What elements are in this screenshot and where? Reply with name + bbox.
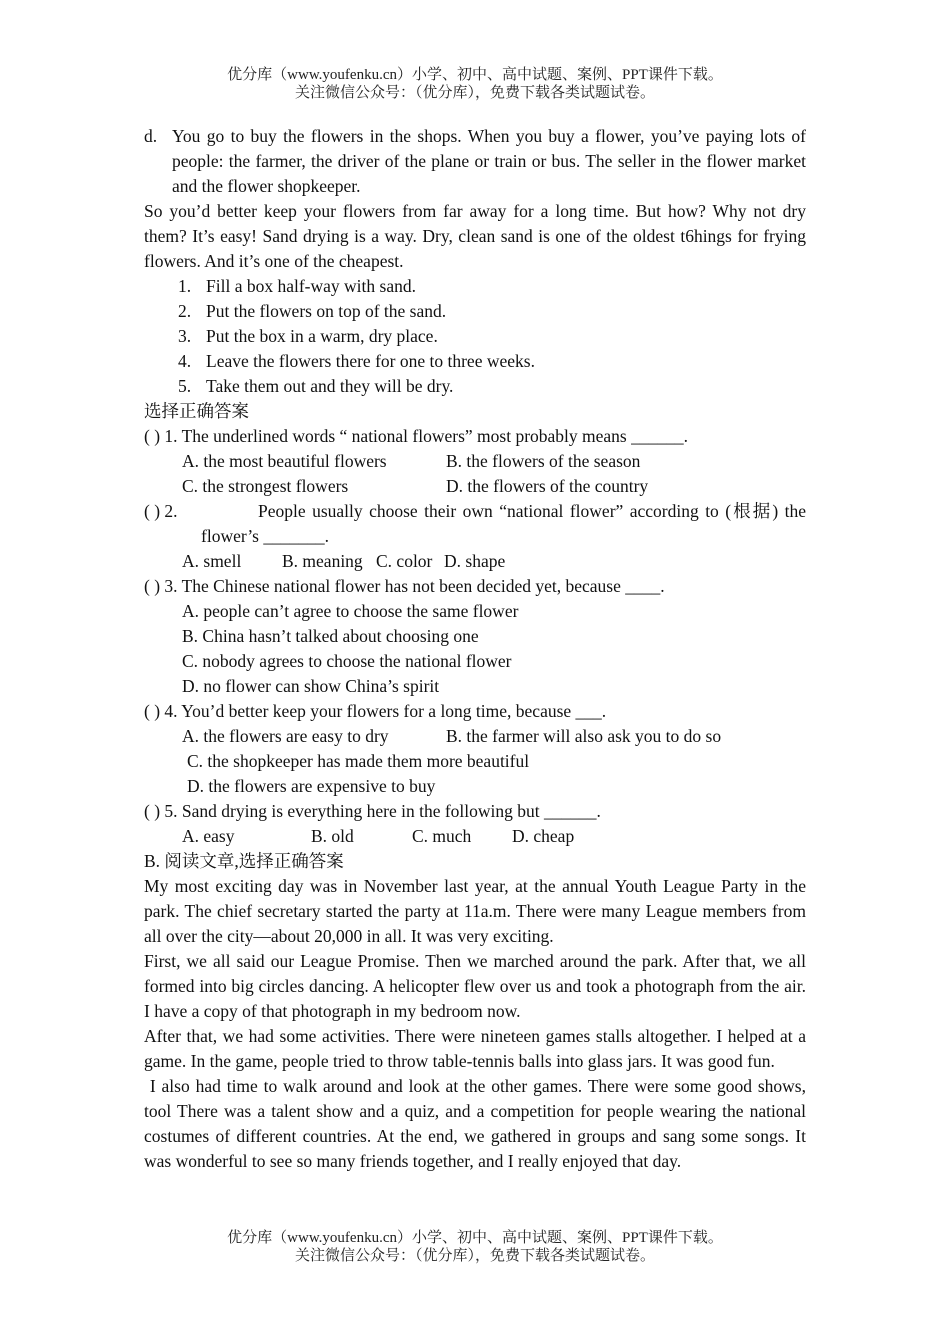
section-b-title: B. 阅读文章,选择正确答案: [144, 851, 344, 871]
step-text: Take them out and they will be dry.: [206, 376, 454, 396]
document-body: [144, 124, 811, 1174]
question-1-options-row-1: [144, 449, 806, 474]
step-number: 3.: [178, 326, 192, 346]
question-1-options-row-2: [144, 474, 806, 499]
option-c: C. the shopkeeper has made them more beautiful: [187, 751, 530, 771]
option-a: A. easy: [182, 826, 235, 846]
option-a: A. the flowers are easy to dry: [182, 726, 389, 746]
option-d: D. the flowers are expensive to buy: [187, 776, 436, 796]
item-d-text: You go to buy the flowers in the shops. When you buy a flower, you’ve paying lots of people: the farmer, the driver of the plane or train or bus. The seller in the flower market and the flower shopkeeper.: [172, 126, 806, 196]
option-a: A. people can’t agree to choose the same flower: [182, 601, 519, 621]
page-header: [0, 66, 950, 102]
option-d: D. shape: [444, 551, 506, 571]
step-text: Put the flowers on top of the sand.: [206, 301, 447, 321]
header-line-1: 优分库（www.youfenku.cn）小学、初中、高中试题、案例、PPT课件下载。: [227, 67, 723, 83]
question-2-options: [144, 549, 806, 574]
step-text: Leave the flowers there for one to three weeks.: [206, 351, 535, 371]
passage-b-paragraph-4: I also had time to walk around and look at the other games. There were some good shows, tool There was a talent show and a quiz, and a competition for people wearing the national costumes of different countries. At the end, we gathered in groups and sang some songs. It was wonderful to see so many friends together, and I really enjoyed that day.: [144, 1076, 811, 1171]
step-number: 1.: [178, 276, 192, 296]
footer-line-2: 关注微信公众号：（优分库），免费下载各类试题试卷。: [294, 1248, 655, 1264]
option-a: A. the most beautiful flowers: [182, 451, 387, 471]
passage-a-paragraph: So you’d better keep your flowers from far away for a long time. But how? Why not dry them? It’s easy! Sand drying is a way. Dry, clean sand is one of the oldest t6hings for frying flowers. And it’s one of the cheapest.: [144, 201, 806, 271]
question-2-stem: [144, 499, 806, 549]
option-b: B. old: [311, 826, 354, 846]
option-b: B. the flowers of the season: [446, 451, 641, 471]
question-2-text: People usually choose their own “national flower” according to (根据) the flower’s _______.: [201, 501, 806, 546]
question-5-stem: ( ) 5. Sand drying is everything here in the following but ______.: [144, 801, 601, 821]
page-footer: [0, 1229, 950, 1265]
option-b: B. China hasn’t talked about choosing one: [182, 626, 479, 646]
list-item: [144, 349, 806, 374]
option-d: D. no flower can show China’s spirit: [182, 676, 440, 696]
option-d: D. cheap: [512, 826, 575, 846]
list-item: [144, 374, 806, 399]
option-a: A. smell: [182, 551, 242, 571]
list-item: [144, 274, 806, 299]
question-1-stem: ( ) 1. The underlined words “ national flowers” most probably means ______.: [144, 426, 688, 446]
step-number: 2.: [178, 301, 192, 321]
option-b: B. the farmer will also ask you to do so: [446, 726, 722, 746]
option-c: C. much: [412, 826, 472, 846]
section-a-title: 选择正确答案: [144, 401, 249, 421]
option-d: D. the flowers of the country: [446, 476, 649, 496]
passage-item-d: [144, 124, 806, 199]
question-4-options-row-1: [144, 724, 806, 749]
option-c: C. the strongest flowers: [182, 476, 349, 496]
step-number: 4.: [178, 351, 192, 371]
option-c: C. color: [376, 551, 433, 571]
step-text: Fill a box half-way with sand.: [206, 276, 416, 296]
footer-line-1: 优分库（www.youfenku.cn）小学、初中、高中试题、案例、PPT课件下载。: [227, 1230, 723, 1246]
question-5-options: [144, 824, 806, 849]
option-c: C. nobody agrees to choose the national flower: [182, 651, 512, 671]
header-line-2: 关注微信公众号：（优分库），免费下载各类试题试卷。: [294, 85, 655, 101]
question-4-stem: ( ) 4. You’d better keep your flowers for a long time, because ___.: [144, 701, 607, 721]
step-text: Put the box in a warm, dry place.: [206, 326, 438, 346]
passage-b-paragraph-1: My most exciting day was in November last year, at the annual Youth League Party in the park. The chief secretary started the party at 11a.m. There were many League members from all over the city—about 20,000 in all. It was very exciting.: [144, 876, 806, 946]
option-b: B. meaning: [282, 551, 363, 571]
item-d-label: d.: [144, 126, 158, 146]
question-2-number: ( ) 2.: [144, 501, 178, 521]
step-number: 5.: [178, 376, 192, 396]
question-3-stem: ( ) 3. The Chinese national flower has not been decided yet, because ____.: [144, 576, 665, 596]
passage-b-paragraph-3: After that, we had some activities. There were nineteen games stalls altogether. I helped at a game. In the game, people tried to throw table-tennis balls into glass jars. It was good fun.: [144, 1026, 806, 1071]
drying-steps-list: [144, 274, 806, 399]
list-item: [144, 324, 806, 349]
list-item: [144, 299, 806, 324]
passage-b-paragraph-2: First, we all said our League Promise. Then we marched around the park. After that, we all formed into big circles dancing. A helicopter flew over us and took a photograph from the air. I have a copy of that photograph in my bedroom now.: [144, 951, 806, 1021]
